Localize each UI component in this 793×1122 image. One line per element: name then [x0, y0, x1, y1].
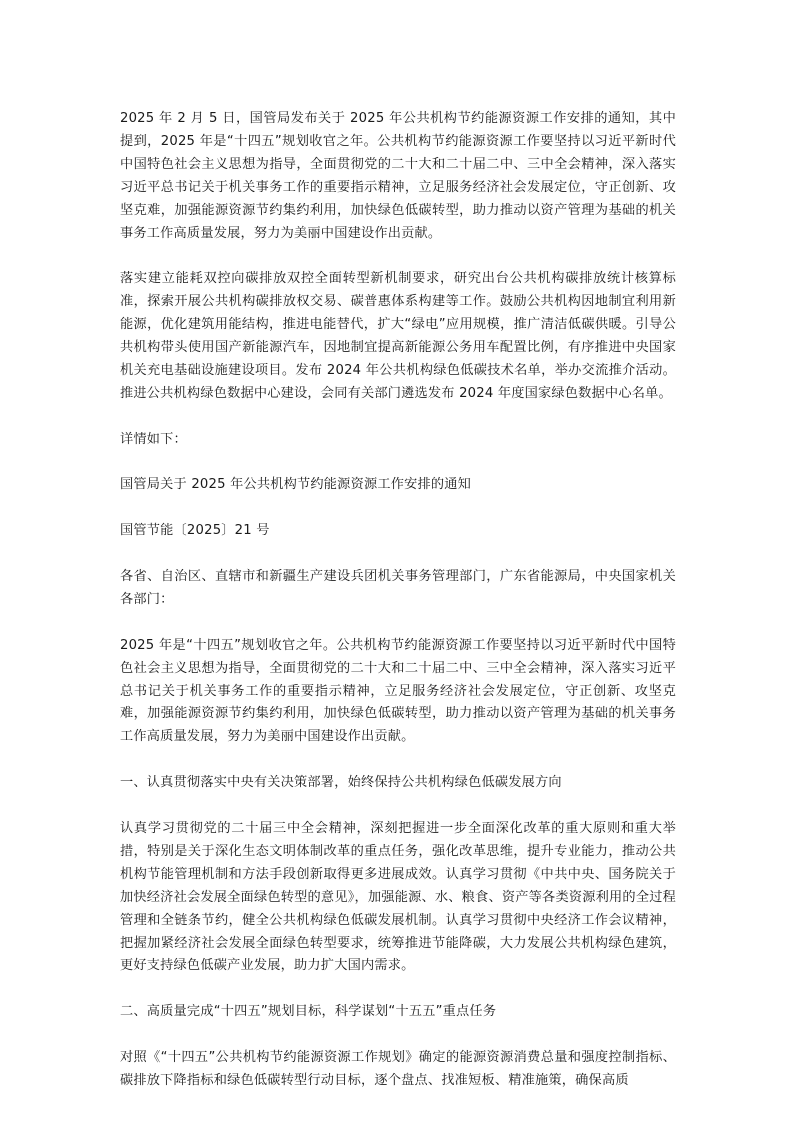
document-number: 国管节能〔2025〕21 号: [120, 523, 270, 539]
details-label: 详情如下：: [120, 431, 187, 447]
section-2-body: 对照《“十四五”公共机构节约能源资源工作规划》确定的能源资源消费总量和强度控制指标、碳排放下降指标和绿色低碳转型行动目标，逐个盘点、找准短板、精准施策，确保高质: [120, 1050, 676, 1088]
section-heading-1: 一、认真贯彻落实中央有关决策部署，始终保持公共机构绿色低碳发展方向: [120, 775, 562, 791]
section-1-body: 认真学习贯彻党的二十届三中全会精神，深刻把握进一步全面深化改革的重大原则和重大举措，特别是关于深化生态文明体制改革的重点任务，强化改革思维，提升专业能力，推动公共机构节能管理机制和方法手段创新取得更多进展成效。认真学习贯彻《中共中央、国务院关于加快经济社会发展全面绿色转型的意见》，加强能源、水、粮食、资产等各类资源利用的全过程管理和全链条节约，健全公共机构绿色低碳发展机制。认真学习贯彻中央经济工作会议精神，把握加紧经济社会发展全面绿色转型要求，统筹推进节能降碳，大力发展公共机构绿色建筑，更好支持绿色低碳产业发展，助力扩大国内需求。: [120, 820, 676, 974]
intro-paragraph: 2025 年 2 月 5 日，国管局发布关于 2025 年公共机构节约能源资源工作安排的通知，其中提到，2025 年是“十四五”规划收官之年。公共机构节约能源资源工作要坚持以习近平新时代中国特色社会主义思想为指导，全面贯彻党的二十大和二十届二中、三中全会精神，深入落实习近平总书记关于机关事务工作的重要指示精神，立足服务经济社会发展定位，守正创新、攻坚克难，加强能源资源节约集约利用，加快绿色低碳转型，助力推动以资产管理为基础的机关事务工作高质量发展，努力为美丽中国建设作出贡献。: [120, 111, 676, 241]
recipients: 各省、自治区、直辖市和新疆生产建设兵团机关事务管理部门，广东省能源局，中央国家机关各部门：: [120, 569, 676, 607]
section-heading-2: 二、高质量完成“十四五”规划目标，科学谋划“十五五”重点任务: [120, 1004, 497, 1020]
notice-title: 国管局关于 2025 年公共机构节约能源资源工作安排的通知: [120, 477, 472, 493]
notice-intro-paragraph: 2025 年是“十四五”规划收官之年。公共机构节约能源资源工作要坚持以习近平新时代中国特色社会主义思想为指导，全面贯彻党的二十大和二十届二中、三中全会精神，深入落实习近平总书记关于机关事务工作的重要指示精神，立足服务经济社会发展定位，守正创新、攻坚克难，加强能源资源节约集约利用，加快绿色低碳转型，助力推动以资产管理为基础的机关事务工作高质量发展，努力为美丽中国建设作出贡献。: [120, 637, 676, 745]
summary-paragraph: 落实建立能耗双控向碳排放双控全面转型新机制要求，研究出台公共机构碳排放统计核算标准，探索开展公共机构碳排放权交易、碳普惠体系构建等工作。鼓励公共机构因地制宜利用新能源，优化建筑用能结构，推进电能替代，扩大“绿电”应用规模，推广清洁低碳供暖。引导公共机构带头使用国产新能源汽车，因地制宜提高新能源公务用车配置比例，有序推进中央国家机关充电基础设施建设项目。发布 2024 年公共机构绿色低碳技术名单，举办交流推介活动。推进公共机构绿色数据中心建设，会同有关部门遴选发布 2024 年度国家绿色数据中心名单。: [120, 271, 676, 401]
document-page: [120, 108, 676, 1116]
